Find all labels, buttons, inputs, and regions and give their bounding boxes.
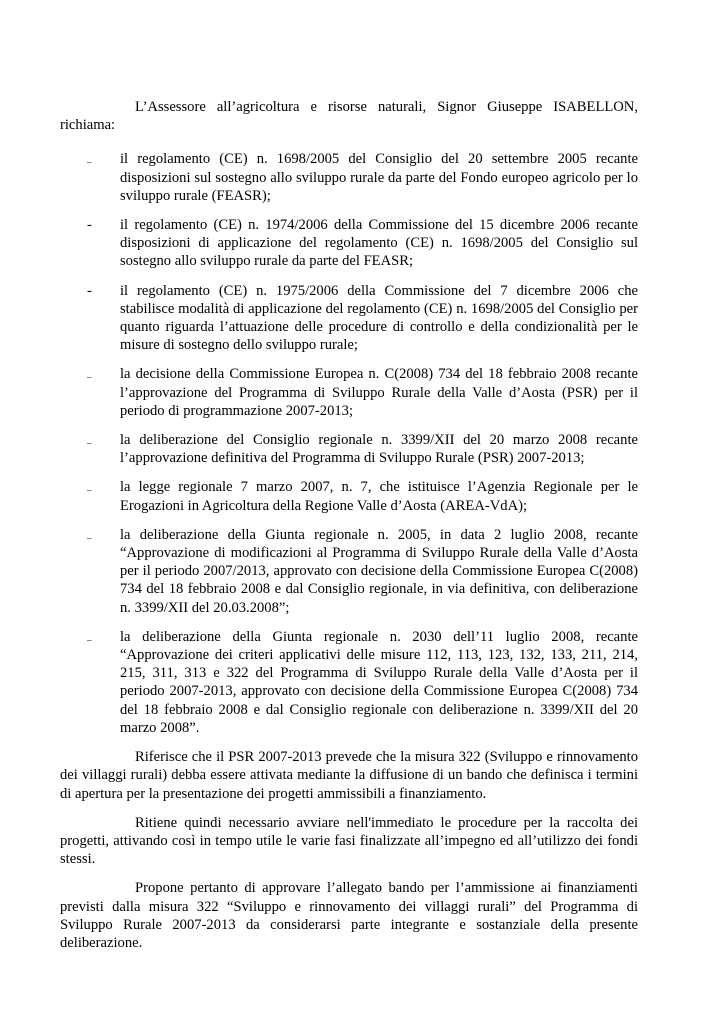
dash-bullet: – xyxy=(87,372,92,383)
body-paragraph-propone: Propone pertanto di approvare l’allegato bando per l’ammissione ai finanziamenti previsti dalla misura 322 “Sviluppo e rinnovamento dei villaggi rurali” del Programma di Sviluppo Rurale 2007-2013 da considerarsi parte integrante e sostanziale della presente deliberazione. xyxy=(60,880,638,951)
intro-paragraph: L’Assessore all’agricoltura e risorse naturali, Signor Giuseppe ISABELLON, richiama: xyxy=(60,99,638,134)
dash-bullet: - xyxy=(87,217,92,234)
list-item-text: la decisione della Commissione Europea n. C(2008) 734 del 18 febbraio 2008 recante l’approvazione del Programma di Sviluppo Rurale della Valle d’Aosta (PSR) per il periodo di programmazione 2007-2013; xyxy=(120,366,638,419)
list-item-text: il regolamento (CE) n. 1698/2005 del Consiglio del 20 settembre 2005 recante disposizioni sul sostegno allo sviluppo rurale da parte del Fondo europeo agricolo per lo sviluppo rurale (FEASR); xyxy=(120,151,638,204)
list-item xyxy=(60,628,638,737)
list-item-text: il regolamento (CE) n. 1974/2006 della Commissione del 15 dicembre 2006 recante disposizioni di applicazione del regolamento (CE) n. 1698/2005 del Consiglio sul sostegno allo sviluppo rurale da parte del FEASR; xyxy=(120,217,638,270)
list-item xyxy=(60,282,638,355)
list-item xyxy=(60,216,638,271)
body-paragraph-ritiene: Ritiene quindi necessario avviare nell'immediato le procedure per la raccolta dei progetti, attivando così in tempo utile le varie fasi finalizzate all’impegno ed all’utilizzo dei fondi stessi. xyxy=(60,814,638,868)
list-item-text: la deliberazione del Consiglio regionale n. 3399/XII del 20 marzo 2008 recante l’approvazione definitiva del Programma di Sviluppo Rurale (PSR) 2007-2013; xyxy=(120,432,638,467)
dash-bullet: – xyxy=(87,157,92,168)
list-item xyxy=(60,526,638,617)
list-item-text: la legge regionale 7 marzo 2007, n. 7, che istituisce l’Agenzia Regionale per le Erogazioni in Agricoltura della Regione Valle d’Aosta (AREA-VdA); xyxy=(120,479,638,514)
reference-list xyxy=(60,150,638,737)
list-item-text: la deliberazione della Giunta regionale n. 2005, in data 2 luglio 2008, recante “Approvazione di modificazioni al Programma di Sviluppo Rurale della Valle d’Aosta per il periodo 2007/2013, approvato con decisione della Commissione Europea C(2008) 734 del 18 febbraio 2008 e dal Consiglio regionale, in via definitiva, con deliberazione n. 3399/XII del 20.03.2008”; xyxy=(120,526,638,616)
list-item xyxy=(60,478,638,514)
list-item xyxy=(60,365,638,420)
body-paragraph-riferisce: Riferisce che il PSR 2007-2013 prevede che la misura 322 (Sviluppo e rinnovamento dei villaggi rurali) debba essere attivata mediante la diffusione di un bando che definisca i termini di apertura per la presentazione dei progetti ammissibili a finanziamento. xyxy=(60,749,638,802)
dash-bullet: – xyxy=(87,438,92,449)
dash-bullet: - xyxy=(87,282,92,299)
dash-bullet: – xyxy=(87,485,92,496)
list-item xyxy=(60,431,638,467)
list-item-text: la deliberazione della Giunta regionale n. 2030 dell’11 luglio 2008, recante “Approvazione dei criteri applicativi delle misure 112, 113, 123, 132, 133, 211, 214, 215, 311, 313 e 322 del Programma di Sviluppo Rurale della Valle d’Aosta per il periodo 2007-2013, approvato con decisione della Commissione Europea C(2008) 734 del 18 febbraio 2008 e dal Consiglio regionale con deliberazione n. 3399/XII del 20 marzo 2008”. xyxy=(120,628,638,736)
list-item xyxy=(60,150,638,205)
dash-bullet: – xyxy=(87,532,92,543)
dash-bullet: – xyxy=(87,634,92,645)
document-page xyxy=(60,98,638,963)
list-item-text: il regolamento (CE) n. 1975/2006 della Commissione del 7 dicembre 2006 che stabilisce modalità di applicazione del regolamento (CE) n. 1698/2005 del Consiglio per quanto riguarda l’attuazione delle procedure di controllo e della condizionalità per le misure di sostegno dello sviluppo rurale; xyxy=(120,282,638,354)
